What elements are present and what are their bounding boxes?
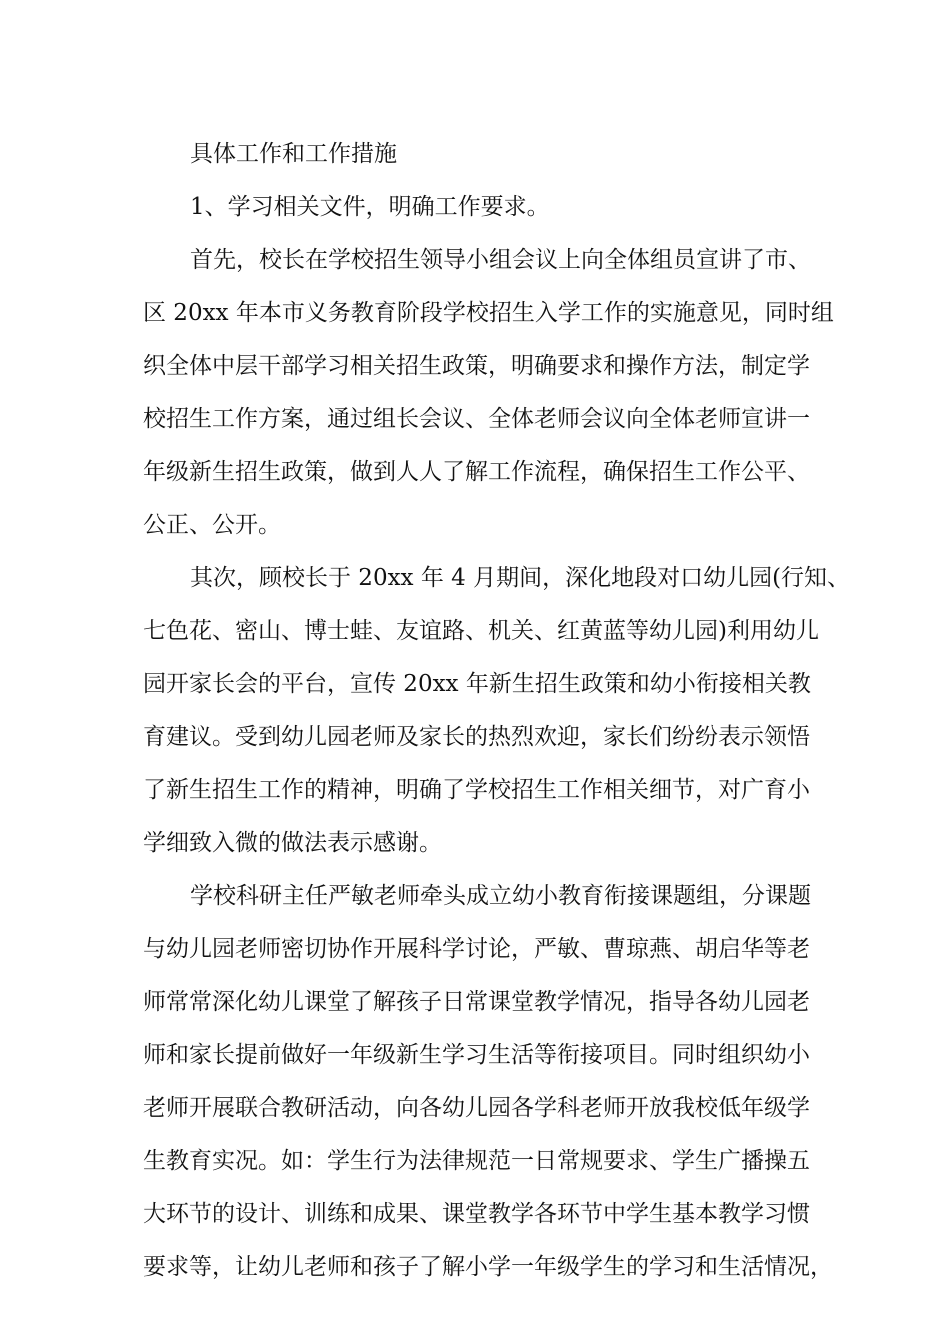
paragraph-line: 与幼儿园老师密切协作开展科学讨论，严敏、曹琼燕、胡启华等老: [143, 936, 810, 962]
paragraph-line: 了新生招生工作的精神，明确了学校招生工作相关细节，对广育小: [143, 777, 810, 803]
paragraph-line: 园开家长会的平台，宣传 20xx 年新生招生政策和幼小衔接相关教: [143, 671, 811, 697]
section-heading: 具体工作和工作措施: [190, 141, 397, 167]
paragraph-line: 年级新生招生政策，做到人人了解工作流程，确保招生工作公平、: [143, 459, 810, 485]
paragraph-line: 要求等，让幼儿老师和孩子了解小学一年级学生的学习和生活情况，: [143, 1254, 833, 1280]
paragraph-line: 其次，顾校长于 20xx 年 4 月期间，深化地段对口幼儿园(行知、: [190, 565, 851, 591]
paragraph-line: 师常常深化幼儿课堂了解孩子日常课堂教学情况，指导各幼儿园老: [143, 989, 810, 1015]
paragraph-line: 首先，校长在学校招生领导小组会议上向全体组员宣讲了市、: [190, 247, 811, 273]
paragraph-line: 公正、公开。: [143, 512, 281, 538]
paragraph-line: 七色花、密山、博士蛙、友谊路、机关、红黄蓝等幼儿园)利用幼儿: [143, 618, 819, 644]
paragraph-line: 大环节的设计、训练和成果、课堂教学各环节中学生基本教学习惯: [143, 1201, 810, 1227]
paragraph-line: 区 20xx 年本市义务教育阶段学校招生入学工作的实施意见，同时组: [143, 300, 834, 326]
subsection-heading: 1、学习相关文件，明确工作要求。: [190, 194, 550, 220]
paragraph-line: 校招生工作方案，通过组长会议、全体老师会议向全体老师宣讲一: [143, 406, 810, 432]
paragraph-line: 织全体中层干部学习相关招生政策，明确要求和操作方法，制定学: [143, 353, 810, 379]
paragraph-line: 师和家长提前做好一年级新生学习生活等衔接项目。同时组织幼小: [143, 1042, 810, 1068]
paragraph-line: 学细致入微的做法表示感谢。: [143, 830, 442, 856]
paragraph-line: 育建议。受到幼儿园老师及家长的热烈欢迎，家长们纷纷表示领悟: [143, 724, 810, 750]
paragraph-line: 学校科研主任严敏老师牵头成立幼小教育衔接课题组，分课题: [190, 883, 811, 909]
paragraph-line: 生教育实况。如：学生行为法律规范一日常规要求、学生广播操五: [143, 1148, 810, 1174]
paragraph-line: 老师开展联合教研活动，向各幼儿园各学科老师开放我校低年级学: [143, 1095, 810, 1121]
